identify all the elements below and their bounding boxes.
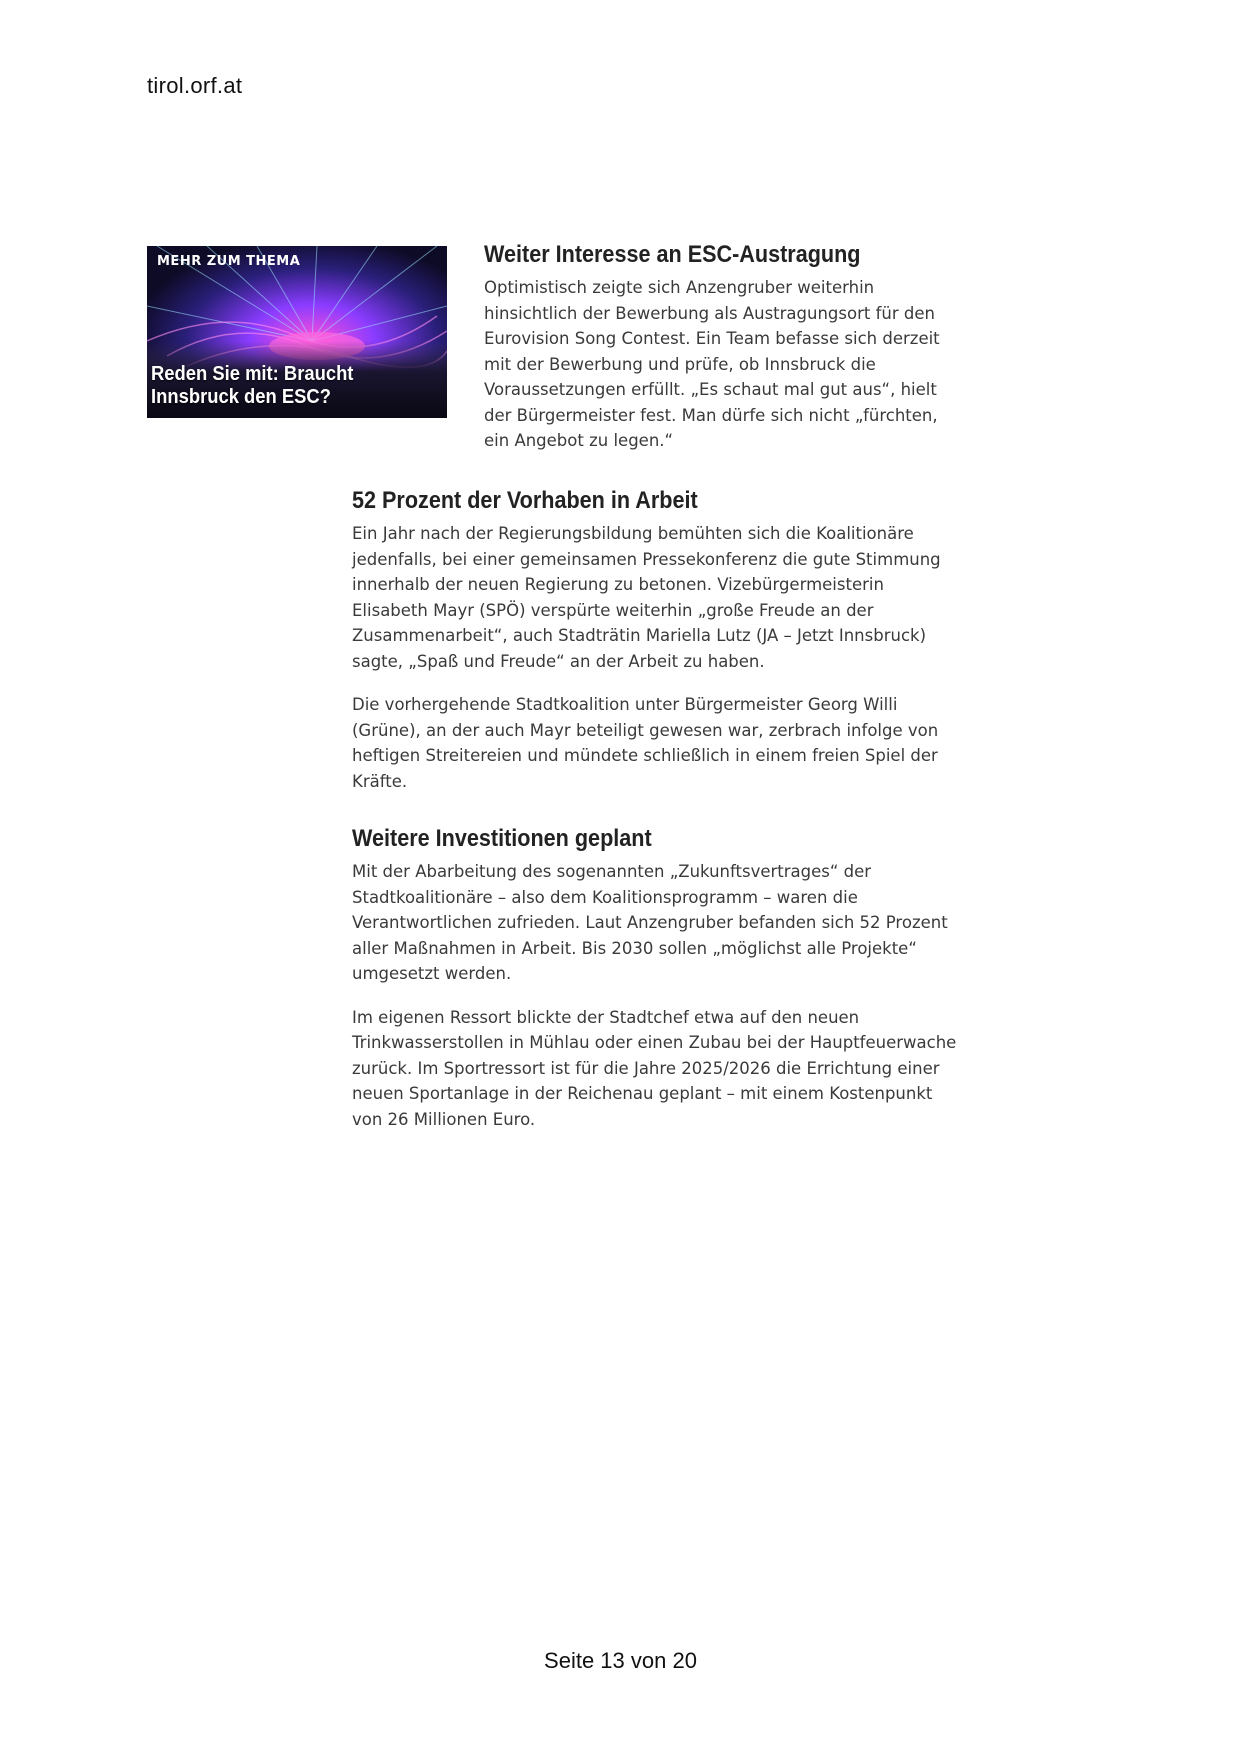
section-heading: Weitere Investitionen geplant	[352, 825, 652, 852]
teaser-title[interactable]: Reden Sie mit: Braucht Innsbruck den ESC?	[151, 363, 354, 408]
section-investitionen	[352, 825, 962, 1150]
section-heading: 52 Prozent der Vorhaben in Arbeit	[352, 487, 698, 514]
section-esc	[484, 241, 962, 472]
section-paragraph: Ein Jahr nach der Regierungsbildung bemühten sich die Koalitionäre jedenfalls, bei einer gemeinsamen Pressekonferenz die gute Stimmung innerhalb der neuen Regierung zu betonen. Vizebürgermeisterin Elisabeth Mayr (SPÖ) verspürte weiterhin „große Freude an der Zusammenarbeit“, auch Stadträtin Mariella Lutz (JA – Jetzt Innsbruck) sagte, „Spaß und Freude“ an der Arbeit zu haben.	[352, 524, 941, 671]
section-paragraph: Die vorhergehende Stadtkoalition unter Bürgermeister Georg Willi (Grüne), an der auch Mayr beteiligt gewesen war, zerbrach infolge von heftigen Streitereien und mündete schließlich in einem freien Spiel der Kräfte.	[352, 695, 939, 791]
teaser-tag: MEHR ZUM THEMA	[157, 254, 301, 269]
related-topic-teaser[interactable]	[147, 246, 447, 418]
page-number: Seite 13 von 20	[544, 1648, 697, 1673]
header-url: tirol.orf.at	[147, 73, 243, 98]
section-vorhaben	[352, 487, 962, 812]
section-heading: Weiter Interesse an ESC-Austragung	[484, 241, 861, 268]
section-paragraph: Optimistisch zeigte sich Anzengruber weiterhin hinsichtlich der Bewerbung als Austragungsort für den Eurovision Song Contest. Ein Team befasse sich derzeit mit der Bewerbung und prüfe, ob Innsbruck die Voraussetzungen erfüllt. „Es schaut mal gut aus“, hielt der Bürgermeister fest. Man dürfe sich nicht „fürchten, ein Angebot zu legen.“	[484, 278, 940, 450]
section-paragraph: Im eigenen Ressort blickte der Stadtchef etwa auf den neuen Trinkwasserstollen in Mühlau oder einen Zubau bei der Hauptfeuerwache zurück. Im Sportressort ist für die Jahre 2025/2026 die Errichtung einer neuen Sportanlage in der Reichenau geplant – mit einem Kostenpunkt von 26 Millionen Euro.	[352, 1007, 957, 1129]
section-paragraph: Mit der Abarbeitung des sogenannten „Zukunftsvertrages“ der Stadtkoalitionäre – also dem Koalitionsprogramm – waren die Verantwortlichen zufrieden. Laut Anzengruber befanden sich 52 Prozent aller Maßnahmen in Arbeit. Bis 2030 sollen „möglichst alle Projekte“ umgesetzt werden.	[352, 862, 948, 983]
